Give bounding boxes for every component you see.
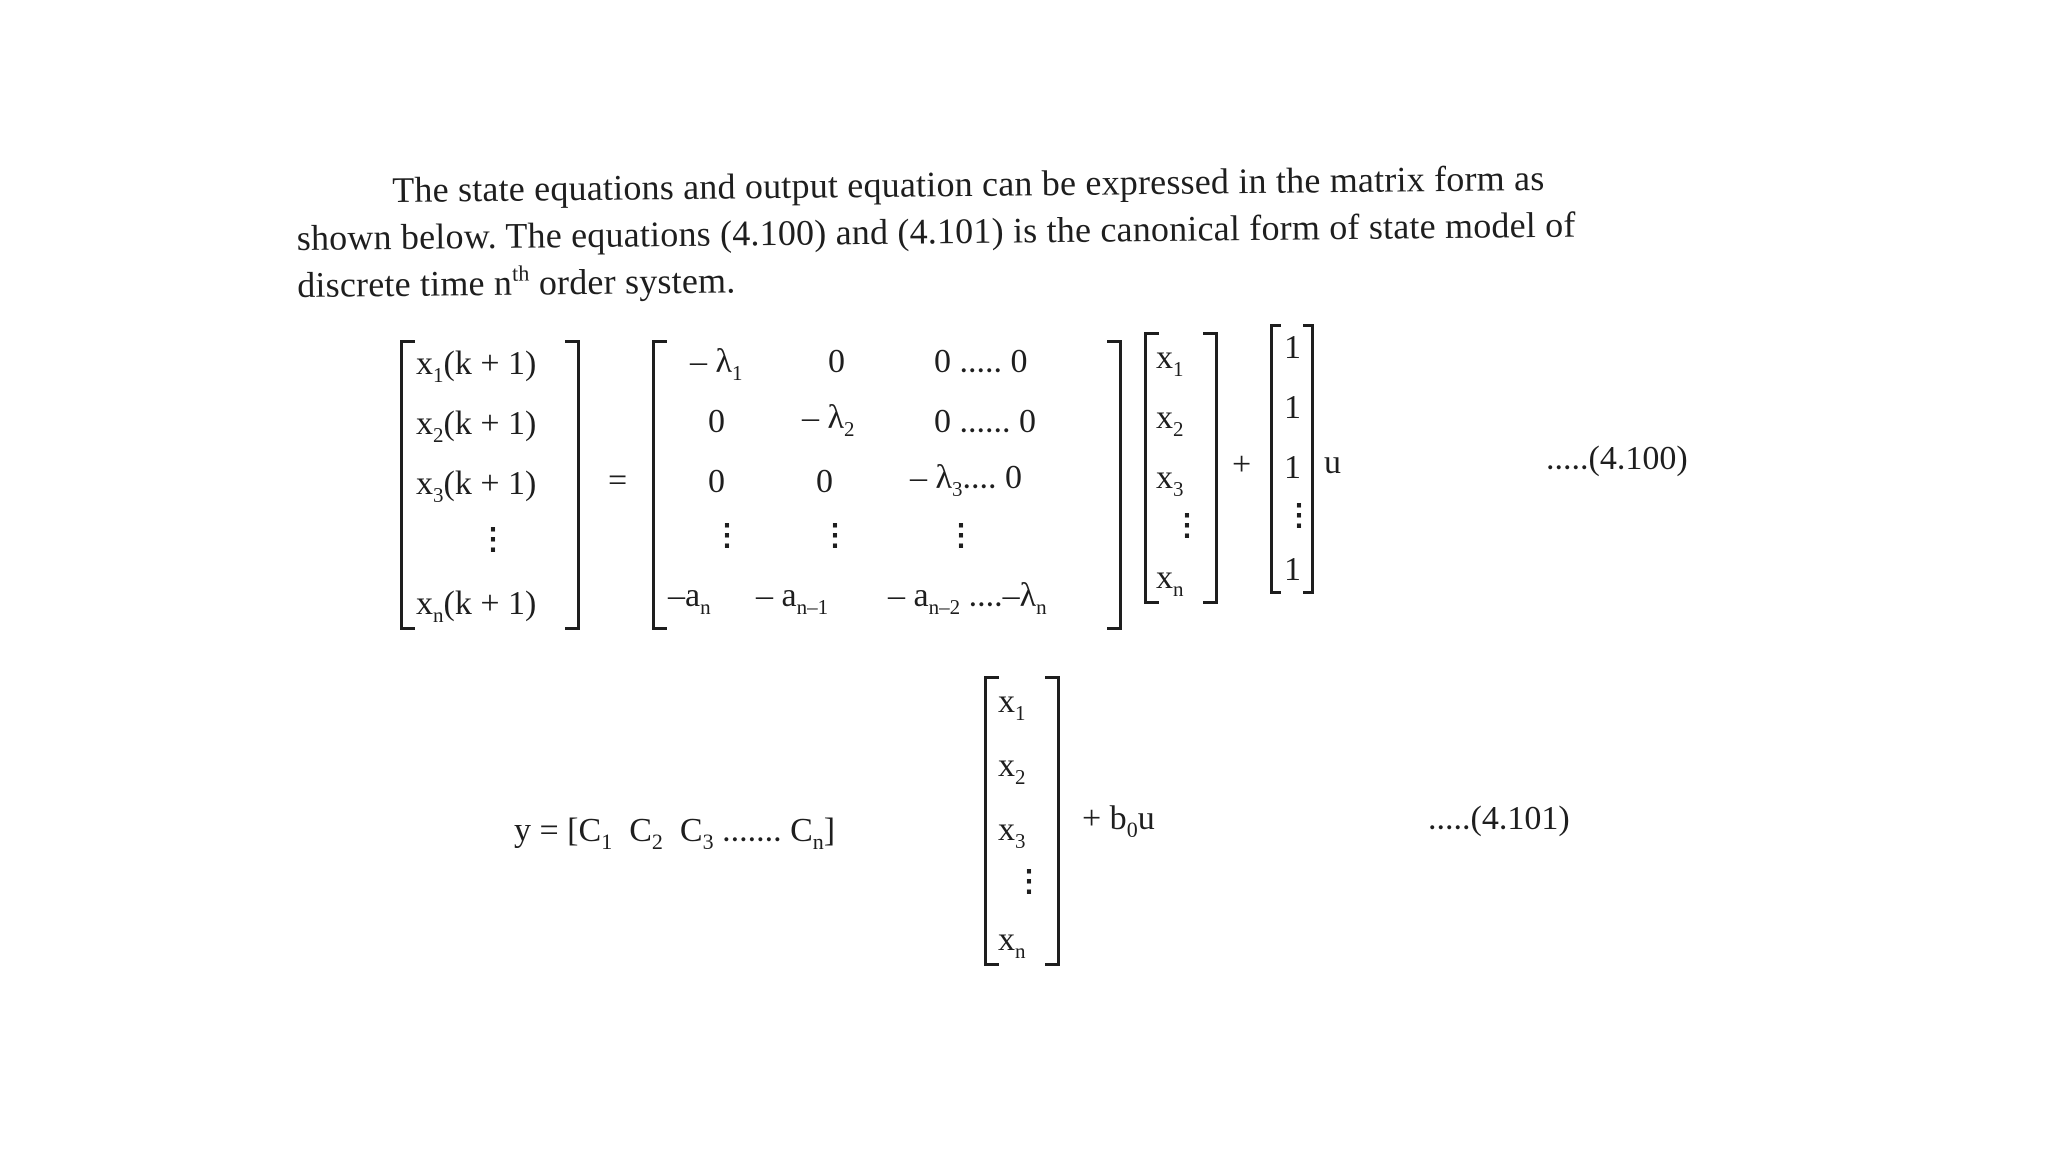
input-u: u <box>1324 444 1341 481</box>
intro-paragraph <box>296 153 1737 309</box>
equation-number-4-101: .....(4.101) <box>1428 800 1570 837</box>
paragraph-line-3: discrete time $n^{th}$ order system. <box>297 260 736 305</box>
system-matrix-A: – $\lambda_1$ 0 0 ..... 0 0 – $\lambda_2$ 0 ...... 0 0 0 – $\lambda_3$.... 0 ⋮ ⋮ ⋮ $-a_n$ – $a_{n-1}$ – $a_{n-2}$ $....-\lambda_n$ <box>652 340 1122 630</box>
state-vector-x: $x_1$ $x_2$ $x_3$ ⋮ $x_n$ <box>1144 332 1218 604</box>
equation-number-4-100: .....(4.100) <box>1546 440 1688 477</box>
feedthrough-term: + $b_0u$ <box>1082 800 1155 842</box>
plus-sign: + <box>1232 446 1252 483</box>
paragraph-line-2: shown below. The equations (4.100) and (4.101) is the canonical form of state model of <box>296 204 1576 258</box>
equals-sign: = <box>608 462 628 499</box>
lhs-state-vector: $x_1(k + 1)$ $x_2(k + 1)$ $x_3(k + 1)$ ⋮ $x_n(k + 1)$ <box>400 340 580 630</box>
output-equation-row: $y = [C_1$ $C_2$ $C_3$ ....... $C_n$] <box>514 812 836 854</box>
input-vector-B: 1 1 1 ⋮ 1 <box>1270 324 1314 594</box>
output-state-vector-x: $x_1$ $x_2$ $x_3$ ⋮ $x_n$ <box>984 676 1060 966</box>
paragraph-line-1: The state equations and output equation can be expressed in the matrix form as <box>392 157 1545 210</box>
